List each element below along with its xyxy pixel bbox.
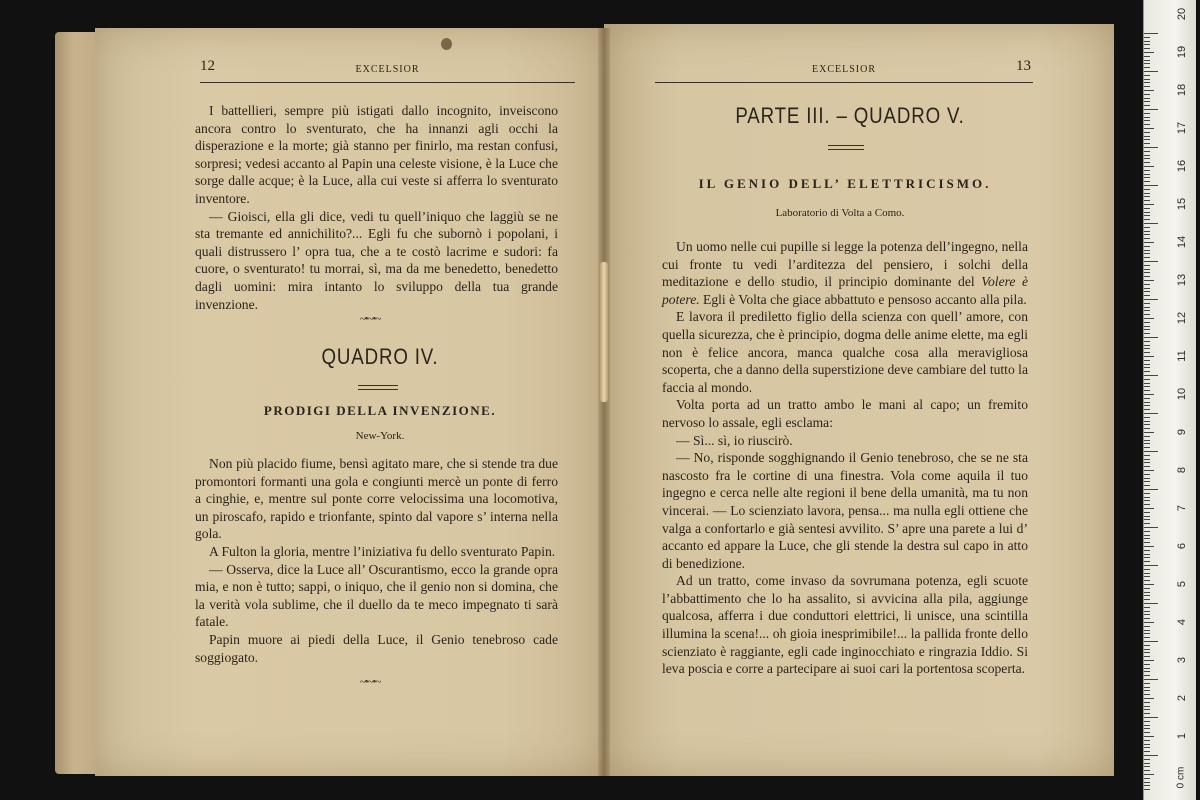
ruler-tick	[1144, 398, 1150, 399]
ruler-tick	[1144, 766, 1150, 767]
ornament-divider: ~•~•~	[359, 313, 381, 325]
ruler-number: 7	[1176, 504, 1188, 512]
ruler-tick	[1144, 778, 1150, 779]
ruler-tick	[1144, 189, 1150, 190]
ruler-tick	[1144, 671, 1150, 672]
ruler-tick	[1144, 147, 1158, 148]
ruler-number: 16	[1176, 159, 1188, 173]
ruler-tick	[1144, 37, 1150, 38]
ruler-tick	[1144, 459, 1150, 460]
ruler-tick	[1144, 725, 1150, 726]
ruler-tick	[1144, 550, 1150, 551]
double-rule	[358, 385, 398, 390]
ruler-tick	[1144, 132, 1150, 133]
ruler-tick	[1144, 409, 1150, 410]
ruler-tick	[1144, 386, 1150, 387]
double-rule	[828, 145, 864, 150]
ruler-tick	[1144, 489, 1158, 490]
ruler-tick	[1144, 329, 1150, 330]
ruler-tick	[1144, 155, 1150, 156]
ruler-tick	[1144, 79, 1150, 80]
ruler-tick	[1144, 531, 1150, 532]
ruler-tick	[1144, 554, 1150, 555]
ruler-tick	[1144, 580, 1150, 581]
ruler-tick	[1144, 675, 1150, 676]
paragraph	[662, 238, 1028, 308]
ruler-tick	[1144, 789, 1150, 790]
ruler-tick	[1144, 223, 1158, 224]
left-text-bottom	[195, 455, 558, 666]
ruler-number: 12	[1176, 311, 1188, 325]
ruler-tick	[1144, 747, 1150, 748]
ruler-tick	[1144, 535, 1150, 536]
ruler-tick	[1144, 512, 1150, 513]
ruler-tick	[1144, 257, 1150, 258]
ruler-tick	[1144, 656, 1150, 657]
ruler-tick	[1144, 345, 1150, 346]
ruler-tick	[1144, 310, 1150, 311]
ruler-tick	[1144, 713, 1150, 714]
ruler-tick	[1144, 721, 1150, 722]
ruler-tick	[1144, 470, 1154, 471]
paragraph: — Gioisci, ella gli dice, vedi tu quell’iniquo che laggiù se ne sta tremante ed annichilito?... Egli fu che subornò i popolani, i quali distrussero l’ opra tua, che a te costò lacrime e sudori: fa cuore, o sventurato! tu morrai, sì, ma da me benedetto, benedetto dagli uomini: mira intanto lo sviluppo della tua grande invenzione.	[195, 208, 558, 312]
ruler-number: 2	[1176, 694, 1188, 702]
ruler-tick	[1144, 219, 1150, 220]
ruler-tick	[1144, 630, 1150, 631]
ruler-tick	[1144, 645, 1150, 646]
part-title: PARTE III. – QUADRO V.	[735, 103, 965, 128]
ruler-tick	[1144, 101, 1150, 102]
ruler-tick	[1144, 284, 1150, 285]
ruler-tick	[1144, 440, 1150, 441]
ruler-tick	[1144, 519, 1150, 520]
ruler-tick	[1144, 698, 1154, 699]
ruler-tick	[1144, 668, 1150, 669]
ruler-tick	[1144, 367, 1150, 368]
ruler-tick	[1144, 181, 1150, 182]
left-page-number: 12	[200, 58, 215, 74]
ruler-tick	[1144, 443, 1150, 444]
ruler-unit-label: 0 cm	[1175, 766, 1187, 789]
ruler-tick	[1144, 709, 1150, 710]
italic-text: Volere è potere.	[662, 274, 1028, 307]
paragraph: E lavora il prediletto figlio della scienza con quell’ amore, con quella sicurezza, che è principio, dogma delle anime elette, ma egli non è felice ancora, manca qualche cosa alla meravigliosa scoperta, che a danno della superstizione deve cambiare del tutto la faccia al mondo.	[662, 309, 1028, 395]
ruler-tick	[1144, 272, 1150, 273]
ruler-tick	[1144, 402, 1150, 403]
ruler-tick	[1144, 607, 1150, 608]
right-page-number: 13	[1016, 58, 1031, 74]
ruler-tick	[1144, 71, 1158, 72]
ruler-tick	[1144, 497, 1150, 498]
ruler-tick	[1144, 759, 1150, 760]
ruler-number: 20	[1176, 7, 1188, 21]
paragraph: I battellieri, sempre più istigati dallo incognito, inveiscono ancora contro lo sventurato, che ha innanzi agli occhi la disperazione e la morte; già stanno per finirlo, ma restan confusi, sorpresi; vedesi accanto al Papin una celeste visione, è la Luce che sorge dalle acque; è la Luce, alla cui veste si afferra lo sventurato inventore.	[195, 103, 558, 206]
ruler-tick	[1144, 687, 1150, 688]
ruler-tick	[1144, 599, 1150, 600]
ruler-tick	[1144, 493, 1150, 494]
section-subtitle: IL GENIO DELL’ ELETTRICISMO.	[698, 176, 992, 191]
ruler-tick	[1144, 626, 1150, 627]
ruler-tick	[1144, 565, 1158, 566]
ruler-tick	[1144, 41, 1150, 42]
ruler-tick	[1144, 592, 1150, 593]
ruler-tick	[1144, 288, 1150, 289]
ruler-tick	[1144, 143, 1150, 144]
ruler-number: 6	[1176, 542, 1188, 550]
ruler-tick	[1144, 318, 1154, 319]
ruler-tick	[1144, 527, 1158, 528]
ruler-tick	[1144, 193, 1150, 194]
paragraph: Volta porta ad un tratto ambo le mani al capo; un fremito nervoso lo assale, egli esclama:	[662, 397, 1028, 430]
ruler-tick	[1144, 56, 1150, 57]
ruler-tick	[1144, 208, 1150, 209]
ruler-tick	[1144, 618, 1150, 619]
ruler-tick	[1144, 504, 1150, 505]
paragraph: Non più placido fiume, bensì agitato mare, che si stende tra due promontori formanti una gola e congiunti mercè un ponte di ferro a cinghie, e, mentre sul ponte corre velocissima una locomotiva, un piroscafo, rapido e trionfante, spinto dal vapore s’ interna nella gola.	[195, 456, 558, 542]
ruler-tick	[1144, 614, 1150, 615]
ruler-tick	[1144, 755, 1158, 756]
ruler-number: 5	[1176, 580, 1188, 588]
ruler-tick	[1144, 561, 1150, 562]
ruler-tick	[1144, 136, 1150, 137]
ruler-tick	[1144, 269, 1150, 270]
ruler-tick	[1144, 622, 1154, 623]
ruler-tick	[1144, 280, 1154, 281]
ruler-tick	[1144, 569, 1150, 570]
ruler-number: 10	[1176, 387, 1188, 401]
section-subtitle: PRODIGI DELLA INVENZIONE.	[263, 403, 497, 418]
ruler-tick	[1144, 75, 1150, 76]
text-run: Egli è Volta che giace abbattuto e pensoso accanto alla pila.	[699, 291, 1027, 307]
ruler-tick	[1144, 595, 1150, 596]
ruler-number: 3	[1176, 656, 1188, 664]
ruler-tick	[1144, 417, 1150, 418]
paragraph: — No, risponde sogghignando il Genio tenebroso, che se ne sta nascosto fra le cortine di una finestra. Vola come aquila il tuo ingegno e cerca nelle alte regioni il bene della umanità, ma tu non vincerai. — Lo scienziato lavora, pensa... ma nulla egli ottiene che valga a confortarlo e già sentesi avvilito. S’ apre una parete a lui d’ accanto ed appare la Luce, che gli stende la destra sul capo in atto di benedizione.	[662, 450, 1028, 571]
ruler-tick	[1144, 170, 1150, 171]
ruler-tick	[1144, 508, 1154, 509]
ruler-tick	[1144, 151, 1150, 152]
ruler-tick	[1144, 52, 1154, 53]
ruler-tick	[1144, 462, 1150, 463]
ruler-number: 18	[1176, 83, 1188, 97]
ruler-tick	[1144, 231, 1150, 232]
ruler-tick	[1144, 60, 1150, 61]
ruler-tick	[1144, 124, 1150, 125]
ruler-tick	[1144, 405, 1150, 406]
ruler-number: 8	[1176, 466, 1188, 474]
ruler-tick	[1144, 542, 1150, 543]
ruler-tick	[1144, 652, 1150, 653]
ruler-tick	[1144, 751, 1150, 752]
ruler-tick	[1144, 341, 1150, 342]
ruler-tick	[1144, 706, 1150, 707]
ruler-tick	[1144, 523, 1150, 524]
ruler-tick	[1144, 774, 1154, 775]
ruler-tick	[1144, 291, 1150, 292]
ruler-tick	[1144, 421, 1150, 422]
ruler-tick	[1144, 356, 1154, 357]
ruler-tick	[1144, 234, 1150, 235]
ruler-tick	[1144, 588, 1150, 589]
ruler-number: 13	[1176, 273, 1188, 287]
ruler-tick	[1144, 109, 1158, 110]
ruler-tick	[1144, 177, 1150, 178]
ruler-tick	[1144, 649, 1150, 650]
ruler-tick	[1144, 557, 1150, 558]
ruler-number: 4	[1176, 618, 1188, 626]
ruler-tick	[1144, 740, 1150, 741]
ruler-tick	[1144, 128, 1154, 129]
ruler-tick	[1144, 485, 1150, 486]
ruler-tick	[1144, 736, 1154, 737]
ruler-number: 15	[1176, 197, 1188, 211]
ruler-tick	[1144, 546, 1154, 547]
ornament-end: ~•~•~	[359, 676, 381, 688]
ruler-tick	[1144, 33, 1158, 34]
ruler-tick	[1144, 371, 1150, 372]
scene-location: New-York.	[355, 430, 405, 442]
ruler-tick	[1144, 113, 1150, 114]
right-running-title: EXCELSIOR	[812, 64, 876, 75]
left-running-head	[200, 60, 575, 83]
ruler-tick	[1144, 295, 1150, 296]
ruler-tick	[1144, 212, 1150, 213]
ruler-tick	[1144, 352, 1150, 353]
ruler-tick	[1144, 299, 1158, 300]
ruler-tick	[1144, 424, 1150, 425]
ruler-tick	[1144, 390, 1150, 391]
ruler-tick	[1144, 478, 1150, 479]
ruler-tick	[1144, 303, 1150, 304]
ruler-tick	[1144, 204, 1154, 205]
ruler-tick	[1144, 67, 1150, 68]
ruler-tick	[1144, 48, 1150, 49]
ruler-tick	[1144, 196, 1150, 197]
ruler-tick	[1144, 744, 1150, 745]
ruler-tick	[1144, 538, 1150, 539]
ruler-tick	[1144, 166, 1154, 167]
ruler-tick	[1144, 633, 1150, 634]
ruler-tick	[1144, 611, 1150, 612]
ruler-tick	[1144, 253, 1150, 254]
ruler-tick	[1144, 162, 1150, 163]
ruler-tick	[1144, 158, 1150, 159]
ruler-number: 19	[1176, 45, 1188, 59]
ruler-number: 9	[1176, 428, 1188, 436]
ruler-tick	[1144, 375, 1158, 376]
ruler-tick	[1144, 436, 1150, 437]
ruler-tick	[1144, 637, 1150, 638]
page-hole	[441, 38, 452, 50]
ruler-tick	[1144, 782, 1150, 783]
ruler-tick	[1144, 86, 1150, 87]
ruler-tick	[1144, 451, 1158, 452]
ruler-tick	[1144, 200, 1150, 201]
ruler-tick	[1144, 364, 1150, 365]
ruler-tick	[1144, 474, 1150, 475]
ruler-tick	[1144, 702, 1150, 703]
ruler-tick	[1144, 785, 1150, 786]
ruler-tick	[1144, 447, 1150, 448]
ruler-number: 11	[1176, 350, 1188, 362]
ruler-tick	[1144, 573, 1150, 574]
ruler-tick	[1144, 337, 1158, 338]
ruler-tick	[1144, 728, 1150, 729]
left-running-title: EXCELSIOR	[355, 64, 420, 75]
ruler-tick	[1144, 333, 1150, 334]
ruler-tick	[1144, 732, 1150, 733]
ruler-tick	[1144, 307, 1150, 308]
ruler-tick	[1144, 242, 1154, 243]
ruler-tick	[1144, 314, 1150, 315]
ruler-tick	[1144, 428, 1150, 429]
ruler-tick	[1144, 246, 1150, 247]
ruler-tick	[1144, 227, 1150, 228]
ruler-tick	[1144, 250, 1150, 251]
ruler-tick	[1144, 383, 1150, 384]
ruler-tick	[1144, 215, 1150, 216]
ruler-tick	[1144, 516, 1150, 517]
scene-location: Laboratorio di Volta a Como.	[775, 207, 905, 219]
paragraph: Papin muore ai piedi della Luce, il Genio tenebroso cade soggiogato.	[195, 631, 558, 665]
ruler-tick	[1144, 466, 1150, 467]
text-run: Un uomo nelle cui pupille si legge la potenza dell’ingegno, nella cui fronte tu vedi l’arditezza del pensiero, i solchi della meditazione e dello studio, il principio dominante del	[662, 239, 1028, 290]
ruler-tick	[1144, 94, 1150, 95]
ruler-tick	[1144, 660, 1154, 661]
ruler-tick	[1144, 584, 1154, 585]
book-gutter	[598, 28, 610, 776]
ruler-tick	[1144, 394, 1154, 395]
paragraph: Ad un tratto, come invaso da sovrumana potenza, egli scuote l’abbattimento che lo ha assalito, si avvicina alla pila, aggiunge qualcosa, afferra i due conduttori elettrici, li unisce, una scintilla illumina la scena!... oh gioia inesprimibile!... la pallida fronte dello scienziato è raggiante, egli cade inginocchiato e ringrazia Iddio. Si leva poscia e corre a partecipare ai suoi cari la portentosa scoperta.	[662, 573, 1028, 677]
ruler-tick	[1144, 763, 1150, 764]
ruler-tick	[1144, 455, 1150, 456]
ruler-tick	[1144, 120, 1150, 121]
ruler-tick	[1144, 360, 1150, 361]
ruler-tick	[1144, 500, 1150, 501]
ruler-tick	[1144, 679, 1158, 680]
ruler-tick	[1144, 276, 1150, 277]
ruler-tick	[1144, 265, 1150, 266]
ruler-tick	[1144, 717, 1158, 718]
ruler-tick	[1144, 576, 1150, 577]
right-running-head	[655, 60, 1033, 83]
paragraph: — Osserva, dice la Luce all’ Oscurantismo, ecco la grande opra mia, e non è tutto; sappi, o iniquo, che il genio non si domina, che la verità vola sublime, che il duello da te meco impegnato ti sarà fatale.	[195, 561, 558, 630]
ruler-tick	[1144, 322, 1150, 323]
ruler-tick	[1144, 641, 1158, 642]
ruler-tick	[1144, 326, 1150, 327]
ruler-tick	[1144, 261, 1158, 262]
section-title: QUADRO IV.	[321, 344, 439, 369]
left-text-top	[195, 102, 558, 313]
ruler-tick	[1144, 185, 1158, 186]
ruler-tick	[1144, 238, 1150, 239]
ruler-tick	[1144, 690, 1150, 691]
ruler-number: 14	[1176, 235, 1188, 249]
ruler-tick	[1144, 348, 1150, 349]
measuring-ruler	[1143, 0, 1196, 800]
ruler-tick	[1144, 44, 1150, 45]
ruler-tick	[1144, 481, 1150, 482]
ruler-tick	[1144, 379, 1150, 380]
ruler-tick	[1144, 139, 1150, 140]
ruler-tick	[1144, 694, 1150, 695]
ruler-tick	[1144, 432, 1154, 433]
right-text	[662, 238, 1028, 678]
ruler-tick	[1144, 117, 1150, 118]
ruler-tick	[1144, 603, 1158, 604]
ruler-tick	[1144, 413, 1158, 414]
ruler-tick	[1144, 90, 1154, 91]
ruler-tick	[1144, 63, 1150, 64]
ruler-tick	[1144, 174, 1150, 175]
ruler-tick	[1144, 98, 1150, 99]
paragraph: A Fulton la gloria, mentre l’iniziativa fu dello sventurato Papin.	[209, 543, 556, 559]
ruler-tick	[1144, 664, 1150, 665]
paragraph: — Sì... sì, io riuscirò.	[676, 432, 793, 448]
ruler-number: 1	[1176, 732, 1188, 740]
ruler-number: 17	[1176, 121, 1188, 135]
ruler-tick	[1144, 82, 1150, 83]
ruler-tick	[1144, 770, 1150, 771]
ruler-tick	[1144, 105, 1150, 106]
binding-thread	[600, 262, 608, 402]
ruler-tick	[1144, 683, 1150, 684]
